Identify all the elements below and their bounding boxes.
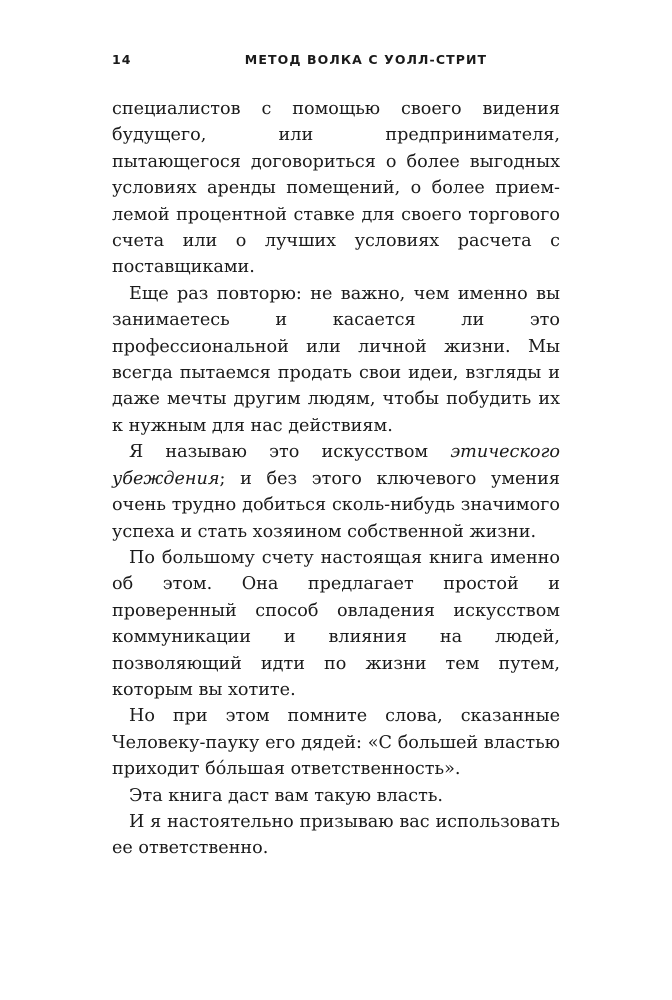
paragraph-final: И я настоятельно призываю вас использовать ее ответственно. [112, 811, 560, 859]
running-header [112, 50, 560, 70]
book-title: МЕТОД ВОЛКА С УОЛЛ-СТРИТ [244, 52, 488, 67]
paragraph: Эта книга даст вам такую власть. [129, 785, 444, 806]
emphasis-text: этического убеждения [112, 442, 560, 489]
body-text [112, 96, 560, 862]
paragraph-text: Я называю это искусством [129, 442, 451, 463]
paragraph-ethical-persuasion [112, 439, 560, 545]
page-number: 14 [112, 52, 132, 67]
paragraph: Еще раз повторю: не важно, чем именно вы занимаетесь и касается ли это профессиональной или личной жизни. Мы всегда пытаемся продать свои идеи, взгляды и даже мечты другим людям, чтобы побудить их к нужным для нас действиям. [112, 283, 560, 436]
paragraph-text: ; и без этого ключевого умения очень трудно добиться сколь-нибудь значимого успеха и стать хозяином собственной жизни. [112, 468, 560, 542]
paragraph-quote: Но при этом помните слова, сказанные Человеку-пауку его дядей: «С большей властью приходит бóльшая ответственность». [112, 706, 560, 780]
paragraph-continuation: специалистов с помощью своего видения будущего, или предпринимателя, пытающегося договориться о более выгодных условиях аренды помещений, о более приемлемой процентной ставке для своего торгового счета или о лучших условиях расчета с поставщиками. [112, 99, 560, 278]
paragraph: По большому счету настоящая книга именно об этом. Она предлагает простой и проверенный способ овладения искусством коммуникации и влияния на людей, позволяющий идти по жизни тем путем, которым вы хотите. [112, 547, 560, 700]
